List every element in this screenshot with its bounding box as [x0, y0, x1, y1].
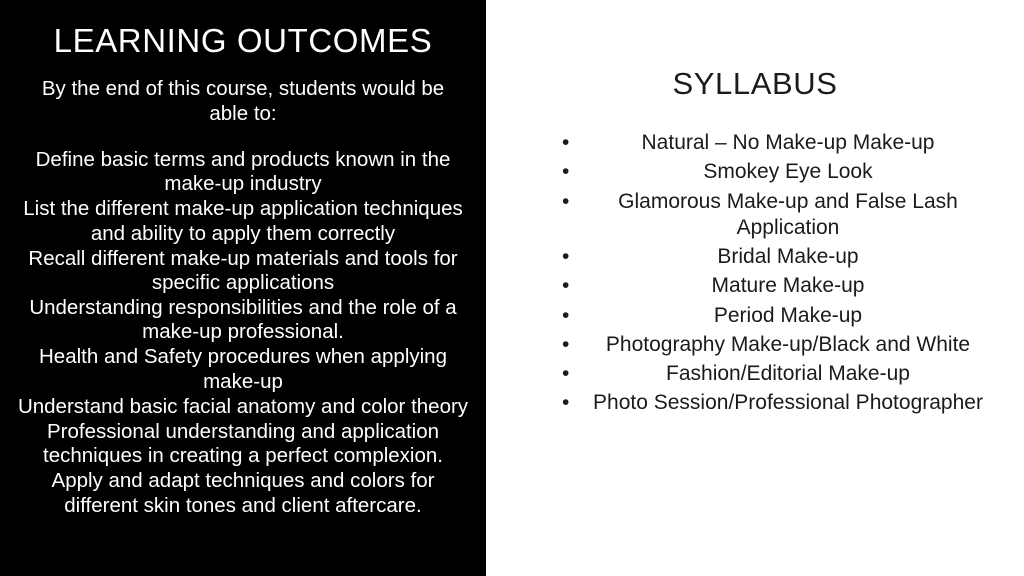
bullet-icon: •: [562, 391, 570, 415]
list-item: [562, 361, 988, 387]
list-item: List the different make-up application techniques and ability to apply them correctly: [23, 197, 463, 245]
list-item: [562, 332, 988, 358]
list-item-label: Fashion/Editorial Make-up: [666, 362, 910, 385]
bullet-icon: •: [562, 160, 570, 184]
list-item: Define basic terms and products known in the make-up industry: [35, 147, 451, 196]
list-item: Health and Safety procedures when applying make-up: [39, 345, 447, 393]
list-item: Recall different make-up materials and tools for specific applications: [28, 246, 458, 294]
learning-outcomes-list: [14, 148, 472, 518]
list-item: [562, 130, 988, 156]
syllabus-list: [512, 130, 998, 417]
list-item-label: Period Make-up: [713, 303, 863, 327]
list-item: [562, 189, 988, 242]
list-item: Apply and adapt techniques and colors for different skin tones and client aftercare.: [51, 469, 435, 517]
bullet-icon: •: [562, 131, 570, 154]
list-item: [562, 273, 988, 299]
list-item-label: Photography Make-up/Black and White: [605, 332, 971, 356]
syllabus-title: SYLLABUS: [672, 66, 838, 101]
bullet-icon: •: [562, 274, 570, 298]
list-item-label: Photo Session/Professional Photographer: [593, 391, 983, 415]
list-item-label: Natural – No Make-up Make-up: [641, 131, 935, 154]
learning-outcomes-title: LEARNING OUTCOMES: [53, 22, 433, 59]
list-item: Understanding responsibilities and the role of a make-up professional.: [29, 296, 457, 344]
syllabus-panel: [486, 0, 1024, 576]
list-item: [562, 244, 988, 270]
list-item-label: Smokey Eye Look: [703, 160, 873, 184]
bullet-icon: •: [562, 245, 570, 268]
bullet-icon: •: [562, 362, 570, 385]
bullet-icon: •: [562, 303, 570, 327]
list-item: [562, 303, 988, 329]
bullet-icon: •: [562, 332, 570, 356]
list-item: [562, 390, 988, 416]
list-item: [562, 159, 988, 185]
learning-outcomes-panel: [0, 0, 486, 576]
list-item-label: Mature Make-up: [711, 274, 865, 298]
learning-outcomes-intro: By the end of this course, students would be able to:: [41, 76, 445, 125]
list-item: Understand basic facial anatomy and color theory: [17, 394, 469, 418]
list-item-label: Bridal Make-up: [717, 245, 859, 268]
list-item: Professional understanding and application techniques in creating a perfect complexion.: [43, 420, 443, 468]
list-item-label: Glamorous Make-up and False Lash Application: [618, 189, 958, 239]
bullet-icon: •: [562, 189, 570, 213]
